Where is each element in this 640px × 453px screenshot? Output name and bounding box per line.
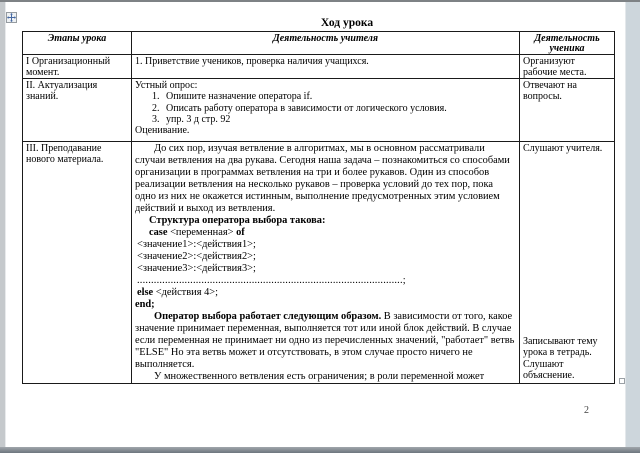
page-number: 2	[584, 405, 589, 416]
list-item: 2. Описать работу оператора в зависимости от логического условия.	[152, 102, 447, 114]
operator-work-paragraph: Оператор выбора работает следующим образом. В зависимости от того, какое значение принимает переменная, выполняется тот или иной блок действий. В случае если переменная не принимает ни одно из перечисленных значений, "работает" ветвь "ELSE" Но эта ветвь может и отсутствовать, в этом случае просто ничего не выполняется.	[135, 311, 515, 371]
code-value-line: <значение2>:<действия2>;	[137, 251, 256, 263]
student-write-note: Записывают тему урока в тетрадь. Слушают объяснение.	[523, 336, 598, 381]
teacher-cell[interactable]	[132, 142, 520, 384]
code-end-line: end;	[135, 299, 155, 311]
table-row-new-material	[23, 142, 615, 384]
code-case-line: case <переменная> of	[149, 227, 245, 239]
table-row-actualization	[23, 79, 615, 142]
list-item: 1. Опишите назначение оператора if.	[152, 91, 313, 103]
stage-cell[interactable]: I Организационный момент.	[23, 54, 132, 79]
col-header-student[interactable]: Деятельность ученика	[520, 32, 615, 55]
frame-bottom-edge	[0, 447, 640, 453]
student-cell[interactable]	[520, 142, 615, 384]
col-header-stages[interactable]: Этапы урока	[23, 32, 132, 55]
list-item: 3. упр. 3 д стр. 92	[152, 114, 231, 126]
col-header-teacher[interactable]: Деятельность учителя	[132, 32, 520, 55]
code-else-line: else <действия 4>;	[137, 287, 219, 299]
stage-cell[interactable]: III. Преподавание нового материала.	[23, 142, 132, 384]
intro-paragraph: До сих пор, изучая ветвление в алгоритмах, мы в основном рассматривали случаи ветвления на два рукава. Сегодня наша задача – познакомиться со способами организации в программах ветвления на три и более рукавов. Один из способов реализации ветвления на несколько рукавов – проверка условий до тех пор, пока одно из них не окажется истинным, выполнение предусмотренных этим условием действий и выход из ветвления.	[135, 143, 510, 215]
page-title[interactable]: Ход урока	[320, 17, 374, 29]
student-cell[interactable]: Отвечают на вопросы.	[520, 79, 615, 142]
lesson-plan-table	[22, 31, 615, 384]
frame-left-edge	[0, 0, 6, 453]
code-value-line: <значение1>:<действия1>;	[137, 239, 256, 251]
limitations-paragraph: У множественного ветвления есть ограничения; в роли переменной может	[154, 371, 485, 383]
student-listen-note: Слушают учителя.	[523, 143, 603, 155]
table-move-handle[interactable]	[6, 12, 17, 23]
frame-right-edge	[625, 0, 640, 453]
code-ellipsis-line: ...............................................................................................;	[137, 275, 406, 287]
assessment-note: Оценивание.	[135, 125, 190, 137]
oral-quiz-intro: Устный опрос:	[135, 80, 198, 92]
header-row	[23, 32, 615, 55]
table-row-organizational	[23, 54, 615, 79]
move-arrows-icon	[7, 13, 16, 22]
teacher-cell[interactable]: 1. Приветствие учеников, проверка наличия учащихся.	[132, 54, 520, 79]
stage-cell[interactable]: II. Актуализация знаний.	[23, 79, 132, 142]
student-cell[interactable]: Организуют рабочие места.	[520, 54, 615, 79]
teacher-cell[interactable]	[132, 79, 520, 142]
student-activity-column	[523, 143, 611, 381]
code-value-line: <значение3>:<действия3>;	[137, 263, 256, 275]
code-structure-title: Структура оператора выбора такова:	[149, 215, 326, 227]
frame-top-edge	[0, 0, 640, 2]
